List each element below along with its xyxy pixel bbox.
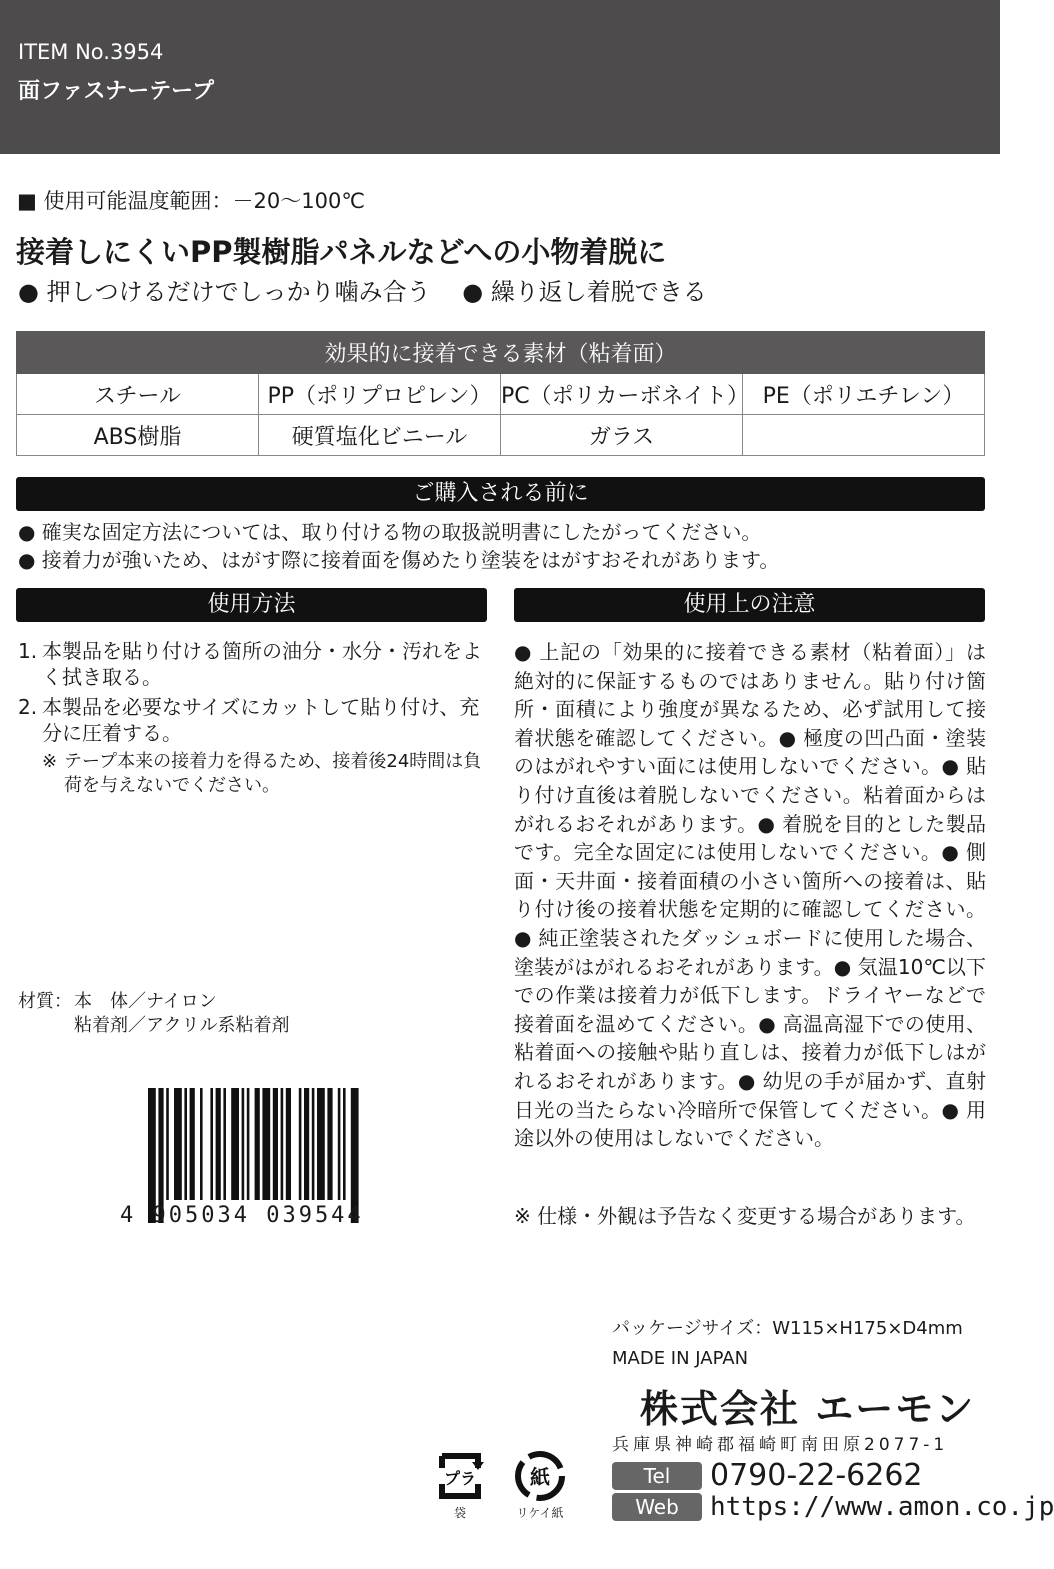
material-cell: PP（ポリプロピレン） (259, 374, 501, 415)
barcode-bar (343, 1088, 346, 1200)
usage-note (18, 750, 488, 798)
before-purchase-title: ご購入される前に (16, 477, 985, 511)
barcode-bar (327, 1088, 332, 1200)
barcode-bar (304, 1088, 309, 1200)
barcode-bar (299, 1088, 302, 1200)
product-name: 面ファスナーテープ (18, 79, 215, 104)
tel-label: Tel (612, 1462, 702, 1490)
plastic-mark-text: プラ (443, 1469, 477, 1488)
usage-steps (18, 638, 488, 798)
material-cell (743, 415, 985, 456)
material-cell: ガラス (501, 415, 743, 456)
barcode-bar (242, 1088, 245, 1200)
company-address: 兵庫県神崎郡福崎町南田原2077-1 (612, 1435, 949, 1455)
web-label: Web (612, 1493, 702, 1521)
material-cell: 硬質塩化ビニール (259, 415, 501, 456)
package-info (612, 1314, 963, 1374)
material-cell: ABS樹脂 (17, 415, 259, 456)
barcode-bar (210, 1088, 213, 1200)
before-purchase-notes (18, 518, 779, 574)
caution-title: 使用上の注意 (514, 588, 985, 622)
material-label: 材質： (18, 991, 72, 1012)
usage-step (18, 694, 488, 746)
barcode-bar (166, 1088, 169, 1200)
usage-step (18, 638, 488, 690)
barcode-bar (312, 1088, 315, 1200)
barcode-bar (317, 1088, 325, 1200)
paper-recycle-label: リケイ紙 (516, 1506, 564, 1520)
step-text: 本製品を貼り付ける箇所の油分・水分・汚れをよく拭き取る。 (42, 639, 482, 689)
barcode-bar (338, 1088, 341, 1200)
plastic-recycle-icon (432, 1448, 488, 1504)
barcode-number: 4 905034 039544 (120, 1203, 364, 1228)
material-cell: PE（ポリエチレン） (743, 374, 985, 415)
barcode-bar (231, 1088, 239, 1200)
feature-list (18, 272, 731, 307)
barcode-bar (184, 1088, 187, 1200)
country-of-origin: MADE IN JAPAN (612, 1348, 749, 1369)
caution-footnote: ※ 仕様・外観は予告なく変更する場合があります。 (514, 1204, 976, 1228)
barcode-bar (281, 1088, 284, 1200)
feature-item: ● 押しつけるだけでしっかり噛み合う (18, 278, 431, 306)
plastic-recycle-label: 袋 (453, 1506, 466, 1520)
feature-item: ● 繰り返し着脱できる (462, 278, 707, 306)
package-size: パッケージサイズ：W115×H175×D4mm (612, 1318, 963, 1339)
material-adhesive: 粘着剤／アクリル系粘着剤 (74, 1015, 290, 1036)
headline: 接着しにくいPP製樹脂パネルなどへの小物着脱に (16, 235, 667, 269)
barcode-bar (247, 1088, 250, 1200)
material-cell: PC（ポリカーボネイト） (501, 374, 743, 415)
temperature-range: ■ 使用可能温度範囲：－20～100℃ (17, 189, 365, 213)
paper-recycle-icon (512, 1448, 568, 1504)
barcode-bar (190, 1088, 195, 1200)
tel-row (612, 1458, 923, 1493)
barcode-bar (273, 1088, 278, 1200)
barcode-bar (174, 1088, 182, 1200)
note-item: ● 確実な固定方法については、取り付ける物の取扱説明書にしたがってください。 (18, 520, 762, 544)
barcode-bar (286, 1088, 291, 1200)
note-item: ● 接着力が強いため、はがす際に接着面を傷めたり塗装をはがすおそれがあります。 (18, 548, 780, 572)
step-text: 本製品を必要なサイズにカットして貼り付け、充分に圧着する。 (42, 695, 480, 745)
material-cell: スチール (17, 374, 259, 415)
note-mark: ※ (42, 751, 58, 772)
step-number: 2. (18, 695, 38, 719)
plastic-recycle-mark (430, 1448, 490, 1521)
barcode-bar (216, 1088, 221, 1200)
paper-recycle-mark (510, 1448, 570, 1521)
company-name: 株式会社 エーモン (640, 1387, 976, 1431)
web-url[interactable]: https://www.amon.co.jp (710, 1492, 1054, 1522)
barcode-bar (200, 1088, 203, 1200)
material-info (18, 990, 289, 1038)
barcode-bar (255, 1088, 260, 1200)
barcode-bar (262, 1088, 270, 1200)
material-body: 本 体／ナイロン (74, 991, 217, 1012)
caution-text: ● 上記の「効果的に接着できる素材（粘着面）」は絶対的に保証するものではありません。貼り付け箇所・面積により強度が異なるため、必ず試用して接着状態を確認してください。● 極度の凹凸面・塗装のはがれやすい面には使用しないでください。● 貼り付け直後は着脱しないでください。粘着面からはがれるおそれがあります。● 着脱を目的とした製品です。完全な固定には使用しないでください。● 側面・天井面・接着面積の小さい箇所への接着は、貼り付け後の接着状態を定期的に確認してください。● 純正塗装されたダッシュボードに使用した場合、塗装がはがれるおそれがあります。● 気温10℃以下での作業は接着力が低下します。ドライヤーなどで接着面を温めてください。● 高温高湿下での使用、粘着面への接触や貼り直しは、接着力が低下しはがれるおそれがあります。● 幼児の手が届かず、直射日光の当たらない冷暗所で保管してください。● 用途以外の使用はしないでください。 (514, 640, 986, 1151)
barcode-bar (223, 1088, 226, 1200)
item-number: ITEM No.3954 (18, 40, 164, 64)
paper-mark-text: 紙 (530, 1465, 550, 1489)
web-row (612, 1492, 1054, 1522)
materials-table (16, 331, 985, 456)
header-band (0, 0, 1000, 154)
materials-table-title: 効果的に接着できる素材（粘着面） (17, 332, 985, 374)
usage-title: 使用方法 (16, 588, 487, 622)
usage-note-text: テープ本来の接着力を得るため、接着後24時間は負荷を与えないでください。 (64, 751, 482, 796)
step-number: 1. (18, 639, 38, 663)
tel-number: 0790-22-6262 (710, 1458, 923, 1493)
